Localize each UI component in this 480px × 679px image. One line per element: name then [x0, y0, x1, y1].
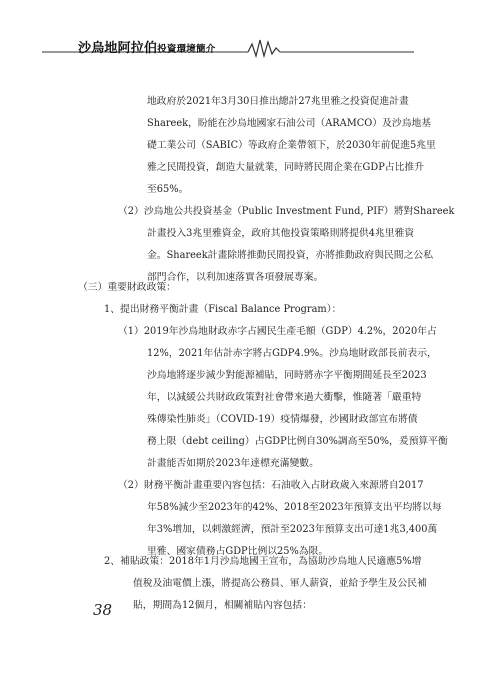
header-title-sub: 投資環境簡介 [157, 44, 216, 55]
text-line: 部門合作，以利加速落實各項發展專案。 [147, 272, 324, 283]
header-heartbeat-rule [0, 34, 480, 60]
paragraph-deficit-item [118, 321, 437, 343]
text-line: Shareek，盼能在沙烏地國家石油公司（ARAMCO）及沙烏地基 [147, 118, 432, 129]
paragraph-pif-continuation [147, 223, 433, 289]
text-line: 計畫能否如期於2023年達標充滿變數。 [147, 458, 319, 469]
list-item-fiscal-balance-program [104, 299, 341, 321]
text-line: 年，以減緩公共財政政策對社會帶來過大衝擊，惟隨著「嚴重特 [147, 392, 422, 403]
text-line: 金。Shareek計畫除將推動民間投資，亦將推動政府與民間之公私 [147, 250, 433, 261]
text-line: （1）2019年沙烏地財政赤字占國民生產毛額（GDP）4.2%，2020年占 [118, 326, 437, 337]
text-line: 礎工業公司（SABIC）等政府企業帶領下，於2030年前促進5兆里 [147, 140, 436, 151]
text-line: 里雅、國家債務占GDP比例以25%為限。 [147, 546, 329, 557]
text-line: 年58%減少至2023年的42%、2018至2023年預算支出平均將以每 [147, 502, 442, 513]
text-line: 地政府於2021年3月30日推出總計27兆里雅之投資促進計畫 [147, 96, 409, 107]
text-line: （三）重要財政政策： [78, 282, 176, 293]
text-line: 值稅及油電價上漲，將提高公務員、軍人薪資，並給予學生及公民補 [133, 578, 427, 589]
paragraph-program-contents-item [118, 475, 423, 497]
running-header [0, 34, 480, 60]
text-line: 2、補貼政策：2018年1月沙烏地國王宣布，為協助沙烏地人民適應5%增 [104, 556, 422, 567]
text-line: 12%，2021年估計赤字將占GDP4.9%。沙烏地財政部長前表示， [147, 348, 437, 359]
text-line: 沙烏地將逐步減少對能源補貼，同時將赤字平衡期間延長至2023 [147, 370, 427, 381]
paragraph-pif-item [118, 201, 454, 223]
text-line: （2）沙烏地公共投資基金（Public Investment Fund, PIF）將對Shareek [118, 206, 455, 217]
text-line: 至65%。 [147, 184, 189, 195]
list-item-subsidy-continuation [133, 573, 427, 617]
paragraph-deficit-continuation [147, 343, 448, 475]
text-line: （2）財務平衡計畫重要內容包括：石油收入占財政歲入來源將自2017 [118, 480, 424, 491]
header-title-main: 沙烏地阿拉伯 [78, 41, 158, 56]
text-line: 計畫投入3兆里雅資金，政府其他投資策略則將提供4兆里雅資 [147, 228, 415, 239]
text-line: 殊傳染性肺炎」（COVID-19）疫情爆發，沙國財政部宣布將債 [147, 414, 418, 425]
running-header-title [78, 37, 215, 56]
text-line: 雅之民間投資，創造大量就業，同時將民間企業在GDP占比推升 [147, 162, 424, 173]
text-line: 務上限（debt ceiling）占GDP比例自30%調高至50%，爰預算平衡 [147, 436, 448, 447]
page-number: 38 [93, 601, 113, 619]
paragraph-shareek-intro [147, 91, 436, 201]
text-line: 年3%增加，以刺激經濟，預計至2023年預算支出可達1兆3,400萬 [147, 524, 438, 535]
list-item-subsidy-policy [104, 551, 421, 573]
text-line: 貼，期間為12個月，相關補貼內容包括： [133, 600, 313, 611]
section-heading-fiscal-policy [78, 277, 176, 299]
text-line: 1、提出財務平衡計畫（Fiscal Balance Program）： [104, 304, 342, 315]
